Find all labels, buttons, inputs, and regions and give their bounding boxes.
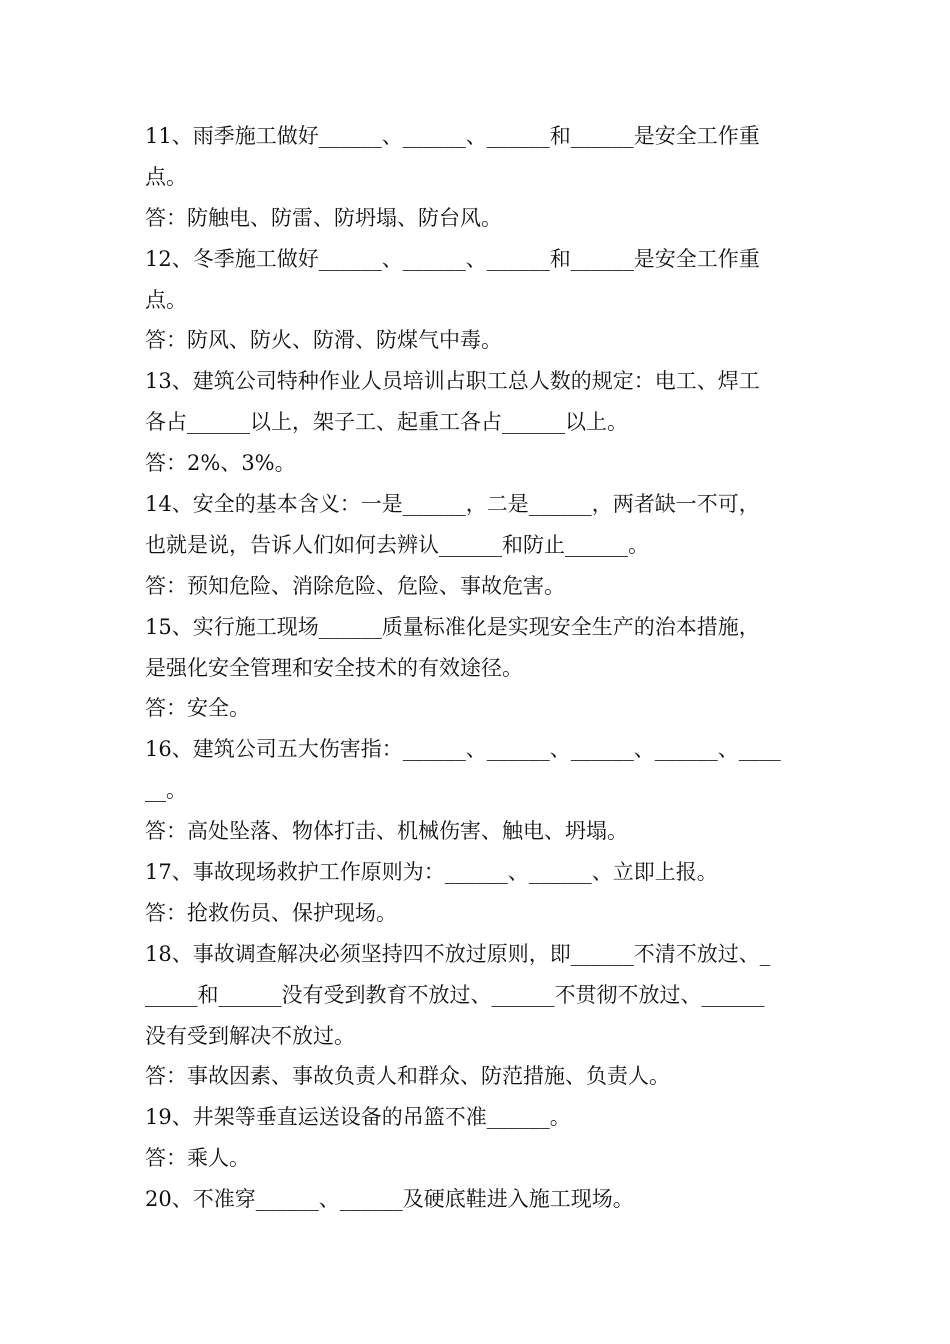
question-14-line-1: 14、安全的基本含义：一是______，二是______，两者缺一不可， <box>145 492 760 517</box>
question-16-line-2: __。 <box>145 778 187 803</box>
question-15-line-2: 是强化安全管理和安全技术的有效途径。 <box>145 655 523 680</box>
answer-14: 答：预知危险、消除危险、危险、事故危害。 <box>145 573 565 598</box>
question-13-line-2: 各占______以上，架子工、起重工各占______以上。 <box>145 410 628 435</box>
question-17: 17、事故现场救护工作原则为：______、______、立即上报。 <box>145 860 718 885</box>
answer-18: 答：事故因素、事故负责人和群众、防范措施、负责人。 <box>145 1064 670 1089</box>
answer-11: 答：防触电、防雷、防坍塌、防台风。 <box>145 205 502 230</box>
document-body <box>145 116 810 1220</box>
answer-16: 答：高处坠落、物体打击、机械伤害、触电、坍塌。 <box>145 819 628 844</box>
answer-12: 答：防风、防火、防滑、防煤气中毒。 <box>145 328 502 353</box>
question-13-line-1: 13、建筑公司特种作业人员培训占职工总人数的规定：电工、焊工 <box>145 369 760 394</box>
answer-15: 答：安全。 <box>145 696 250 721</box>
answer-17: 答：抢救伤员、保护现场。 <box>145 900 397 925</box>
question-16-line-1: 16、建筑公司五大伤害指：______、______、______、______、____ <box>145 737 781 762</box>
question-15-line-1: 15、实行施工现场______质量标准化是实现安全生产的治本措施， <box>145 614 760 639</box>
question-18-line-3: 没有受到解决不放过。 <box>145 1023 355 1048</box>
question-18-line-1: 18、事故调查解决必须坚持四不放过原则，即______不清不放过、_ <box>145 941 771 966</box>
question-12-line-1: 12、冬季施工做好______、______、______和______是安全工作重 <box>145 246 760 271</box>
question-11-line-1: 11、雨季施工做好______、______、______和______是安全工作重 <box>145 124 760 148</box>
question-12-line-2: 点。 <box>145 287 187 312</box>
question-11-line-2: 点。 <box>145 164 187 189</box>
question-19: 19、井架等垂直运送设备的吊篮不准______。 <box>145 1105 571 1130</box>
question-14-line-2: 也就是说，告诉人们如何去辨认______和防止______。 <box>145 532 649 557</box>
question-18-line-2: _____和______没有受到教育不放过、______不贯彻不放过、______ <box>145 982 765 1007</box>
answer-13: 答：2%、3%。 <box>145 451 296 476</box>
answer-19: 答：乘人。 <box>145 1146 250 1171</box>
question-20: 20、不准穿______、______及硬底鞋进入施工现场。 <box>145 1187 634 1212</box>
